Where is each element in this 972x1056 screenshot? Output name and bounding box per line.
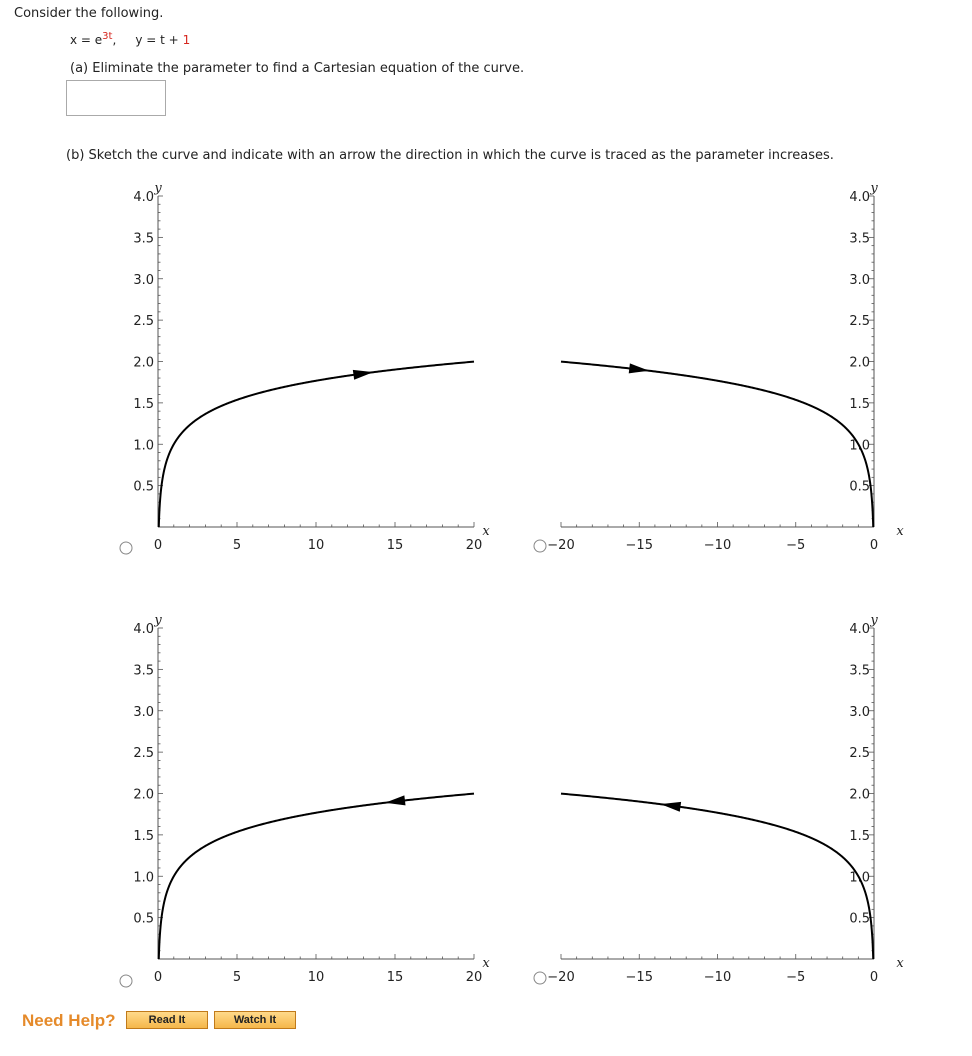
need-help-label: Need Help? (22, 1011, 116, 1030)
part-a-question: (a) Eliminate the parameter to find a Cartesian equation of the curve. (70, 61, 525, 76)
x-axis-label: x (482, 956, 490, 971)
option-radio-C[interactable] (120, 975, 132, 987)
y-tick-label: 3.0 (849, 704, 870, 720)
y-tick-label: 4.0 (849, 190, 870, 205)
y-tick-label: 3.5 (849, 663, 870, 679)
intro-text: Consider the following. (14, 6, 164, 21)
y-tick-label: 2.0 (849, 355, 870, 371)
x-tick-label: 10 (307, 970, 325, 985)
y-tick-label: 0.5 (849, 911, 870, 927)
x-tick-label: −20 (547, 538, 575, 553)
curve-line (561, 794, 873, 959)
y-axis-label: y (870, 181, 878, 196)
option-radio-A[interactable] (120, 542, 132, 554)
chart-option-D (534, 613, 904, 985)
direction-arrow (385, 795, 405, 805)
y-axis-label: y (154, 613, 162, 628)
x-tick-label: −5 (786, 970, 806, 985)
x-tick-label: 20 (465, 970, 483, 985)
y-tick-label: 1.0 (133, 870, 154, 886)
y-tick-label: 1.0 (849, 870, 870, 886)
y-tick-label: 4.0 (133, 622, 154, 637)
x-tick-label: 5 (232, 970, 242, 985)
x-tick-label: 0 (153, 970, 163, 985)
x-tick-label: 15 (386, 538, 404, 553)
option-radio-B[interactable] (534, 540, 546, 552)
x-tick-label: 20 (465, 538, 483, 553)
read-it-button[interactable]: Read It (126, 1011, 208, 1029)
y-tick-label: 2.5 (133, 314, 154, 330)
y-tick-label: 1.5 (133, 828, 154, 844)
y-tick-label: 3.5 (849, 231, 870, 247)
y-tick-label: 1.5 (133, 396, 154, 412)
y-tick-label: 2.0 (133, 355, 154, 371)
y-tick-label: 3.0 (133, 704, 154, 720)
x-axis-label: x (896, 956, 904, 971)
direction-arrow (629, 363, 649, 373)
y-tick-label: 4.0 (133, 190, 154, 205)
x-tick-label: −10 (703, 538, 732, 553)
x-tick-label: 0 (869, 970, 879, 985)
x-equation: $x = e^{3t}$, (70, 31, 117, 47)
y-tick-label: 2.5 (849, 746, 870, 762)
curve-line (159, 362, 474, 527)
y-tick-label: 2.5 (133, 746, 154, 762)
chart-option-A (120, 181, 490, 554)
watch-it-button[interactable]: Watch It (214, 1011, 296, 1029)
y-tick-label: 0.5 (133, 479, 154, 495)
x-tick-label: −15 (625, 970, 653, 985)
option-radio-D[interactable] (534, 972, 546, 984)
y-tick-label: 4.0 (849, 622, 870, 637)
x-tick-label: 10 (307, 538, 325, 553)
y-tick-label: 3.0 (849, 272, 870, 288)
y-tick-label: 2.0 (849, 787, 870, 803)
x-tick-label: −20 (547, 970, 575, 985)
chart-option-C (120, 613, 490, 987)
x-exponent: 3t (102, 31, 113, 42)
x-tick-label: 15 (386, 970, 404, 985)
y-tick-label: 3.5 (133, 231, 154, 247)
direction-arrow (353, 370, 373, 380)
chart-option-B (534, 181, 904, 553)
y-tick-label: 1.5 (849, 396, 870, 412)
y-constant: 1 (182, 33, 191, 47)
x-tick-label: 0 (153, 538, 163, 553)
y-axis-label: y (870, 613, 878, 628)
y-tick-label: 1.0 (849, 438, 870, 454)
x-tick-label: 0 (869, 538, 879, 553)
y-equation: y = t + 1 (135, 33, 191, 47)
y-tick-label: 3.5 (133, 663, 154, 679)
y-tick-label: 1.0 (133, 438, 154, 454)
y-tick-label: 3.0 (133, 272, 154, 288)
part-b-question: (b) Sketch the curve and indicate with an arrow the direction in which the curve is traced as the parameter increases. (66, 148, 834, 163)
x-tick-label: 5 (232, 538, 242, 553)
x-axis-label: x (896, 524, 904, 539)
x-tick-label: −10 (703, 970, 732, 985)
y-tick-label: 0.5 (133, 911, 154, 927)
y-tick-label: 1.5 (849, 828, 870, 844)
y-tick-label: 0.5 (849, 479, 870, 495)
y-tick-label: 2.5 (849, 314, 870, 330)
y-axis-label: y (154, 181, 162, 196)
x-tick-label: −5 (786, 538, 806, 553)
y-tick-label: 2.0 (133, 787, 154, 803)
curve-line (561, 362, 873, 527)
x-axis-label: x (482, 524, 490, 539)
x-tick-label: −15 (625, 538, 653, 553)
direction-arrow (661, 802, 681, 812)
curve-line (159, 794, 474, 959)
